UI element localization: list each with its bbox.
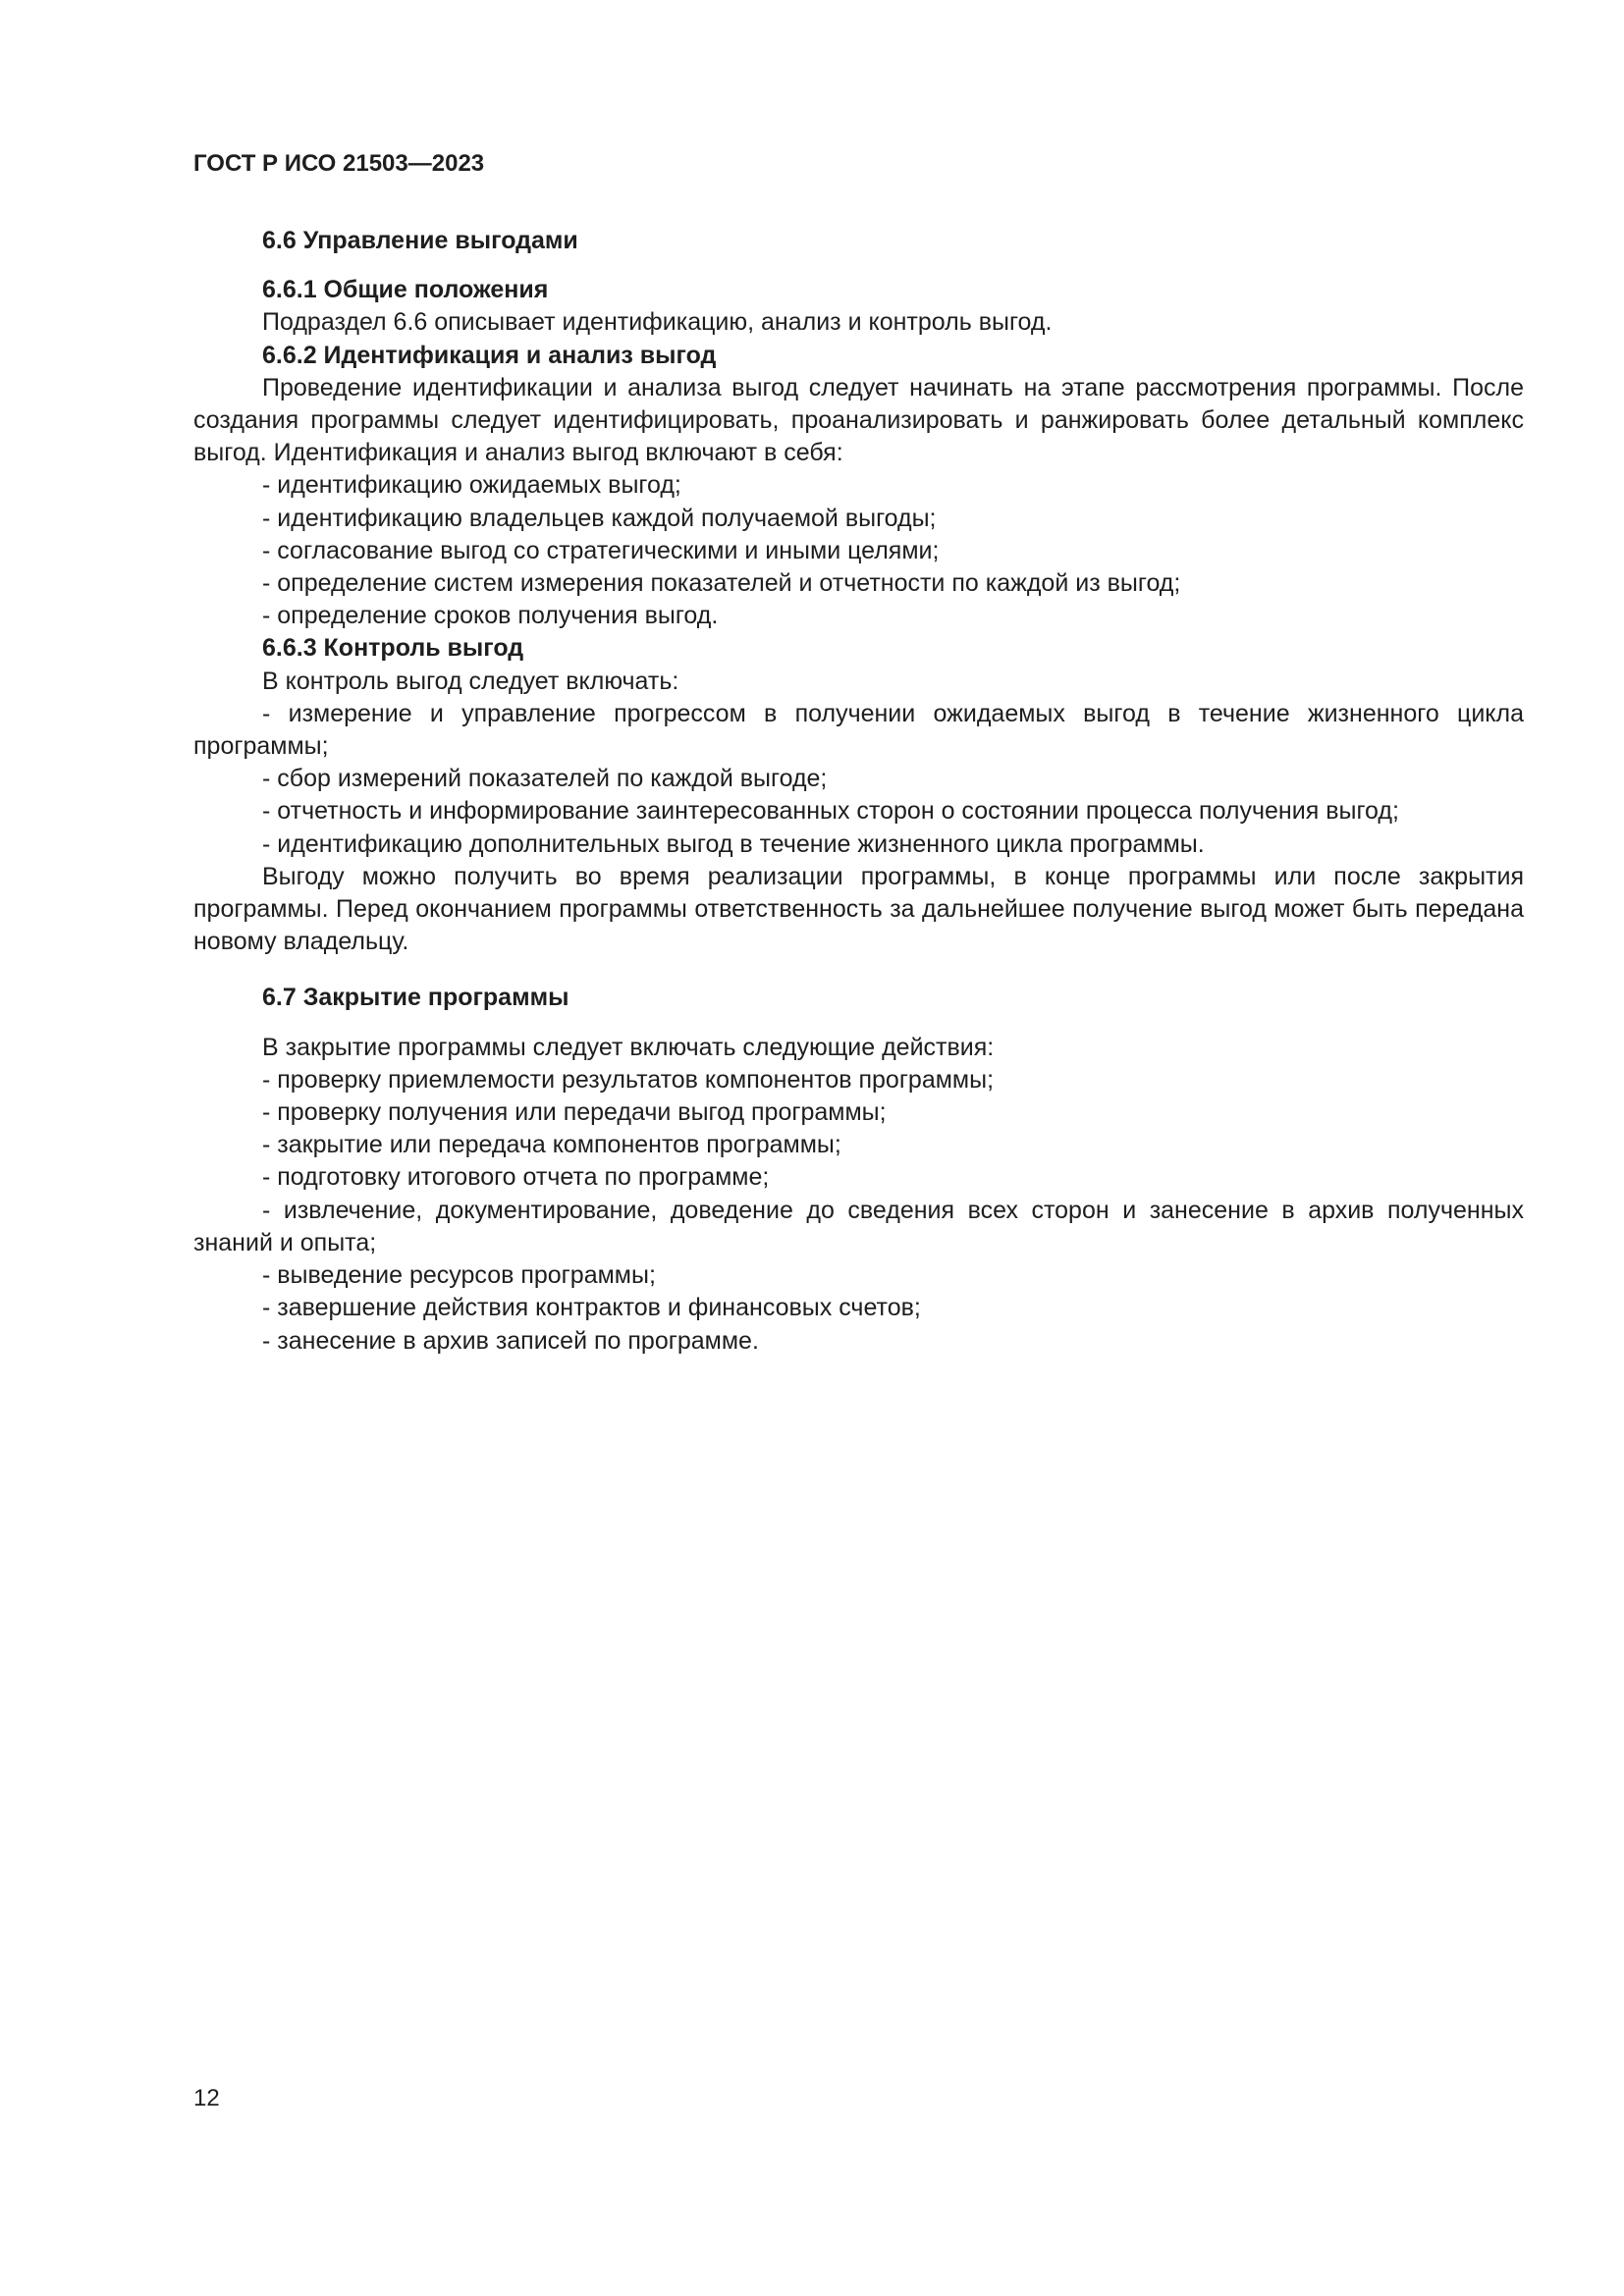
list-item: - проверку приемлемости результатов компонентов программы; [262, 1065, 995, 1094]
list-item: - отчетность и информирование заинтересованных сторон о состоянии процесса получения выгод; [262, 797, 1399, 826]
list-item: - определение систем измерения показателей и отчетности по каждой из выгод; [262, 569, 1181, 598]
list-item: - согласование выгод со стратегическими и иными целями; [262, 536, 940, 564]
list-item: - закрытие или передача компонентов программы; [262, 1131, 841, 1159]
paragraph-6-6-2-intro: Проведение идентификации и анализа выгод следует начинать на этапе рассмотрения программы. После создания программы следует идентифицировать, проанализировать и ранжировать более детальный комплекс выгод. Идентификация и анализ выгод включают в себя: [193, 373, 1524, 467]
paragraph-6-6-3-intro: В контроль выгод следует включать: [262, 667, 679, 695]
list-item: - определение сроков получения выгод. [262, 602, 719, 630]
paragraph-6-7-intro: В закрытие программы следует включать следующие действия: [262, 1033, 995, 1061]
list-item: - выведение ресурсов программы; [262, 1261, 656, 1290]
list-item: - завершение действия контрактов и финансовых счетов; [262, 1294, 921, 1322]
list-item: - идентификацию владельцев каждой получаемой выгоды; [262, 504, 937, 532]
list-item: - извлечение, документирование, доведение до сведения всех сторон и занесение в архив полученных знаний и опыта; [193, 1196, 1524, 1256]
page-number: 12 [193, 2085, 220, 2111]
list-item: - измерение и управление прогрессом в получении ожидаемых выгод в течение жизненного цикла программы; [193, 699, 1524, 761]
section-spacer [193, 958, 1524, 982]
document-body [193, 225, 1524, 1358]
paragraph-6-6-1: Подраздел 6.6 описывает идентификацию, анализ и контроль выгод. [262, 308, 1053, 337]
list-item: - занесение в архив записей по программе. [262, 1326, 759, 1355]
list-item: - идентификацию ожидаемых выгод; [262, 471, 681, 500]
list-item: - проверку получения или передачи выгод программы; [262, 1098, 887, 1127]
section-title-6-7: 6.7 Закрытие программы [262, 984, 569, 1012]
subsection-title-6-6-3: 6.6.3 Контроль выгод [262, 634, 524, 663]
subsection-title-6-6-2: 6.6.2 Идентификация и анализ выгод [262, 341, 717, 369]
list-item: - сбор измерений показателей по каждой выгоде; [262, 765, 828, 793]
document-header: ГОСТ Р ИСО 21503—2023 [193, 150, 485, 177]
section-title-6-6: 6.6 Управление выгодами [262, 227, 578, 254]
list-item: - подготовку итогового отчета по программе; [262, 1163, 770, 1192]
subsection-title-6-6-1: 6.6.1 Общие положения [262, 276, 549, 304]
paragraph-6-6-3-closing: Выгоду можно получить во время реализации программы, в конце программы или после закрытия программы. Перед окончанием программы ответственность за дальнейшее получение выгод может быть передана новому владельцу. [193, 862, 1524, 956]
list-item: - идентификацию дополнительных выгод в течение жизненного цикла программы. [262, 829, 1205, 858]
